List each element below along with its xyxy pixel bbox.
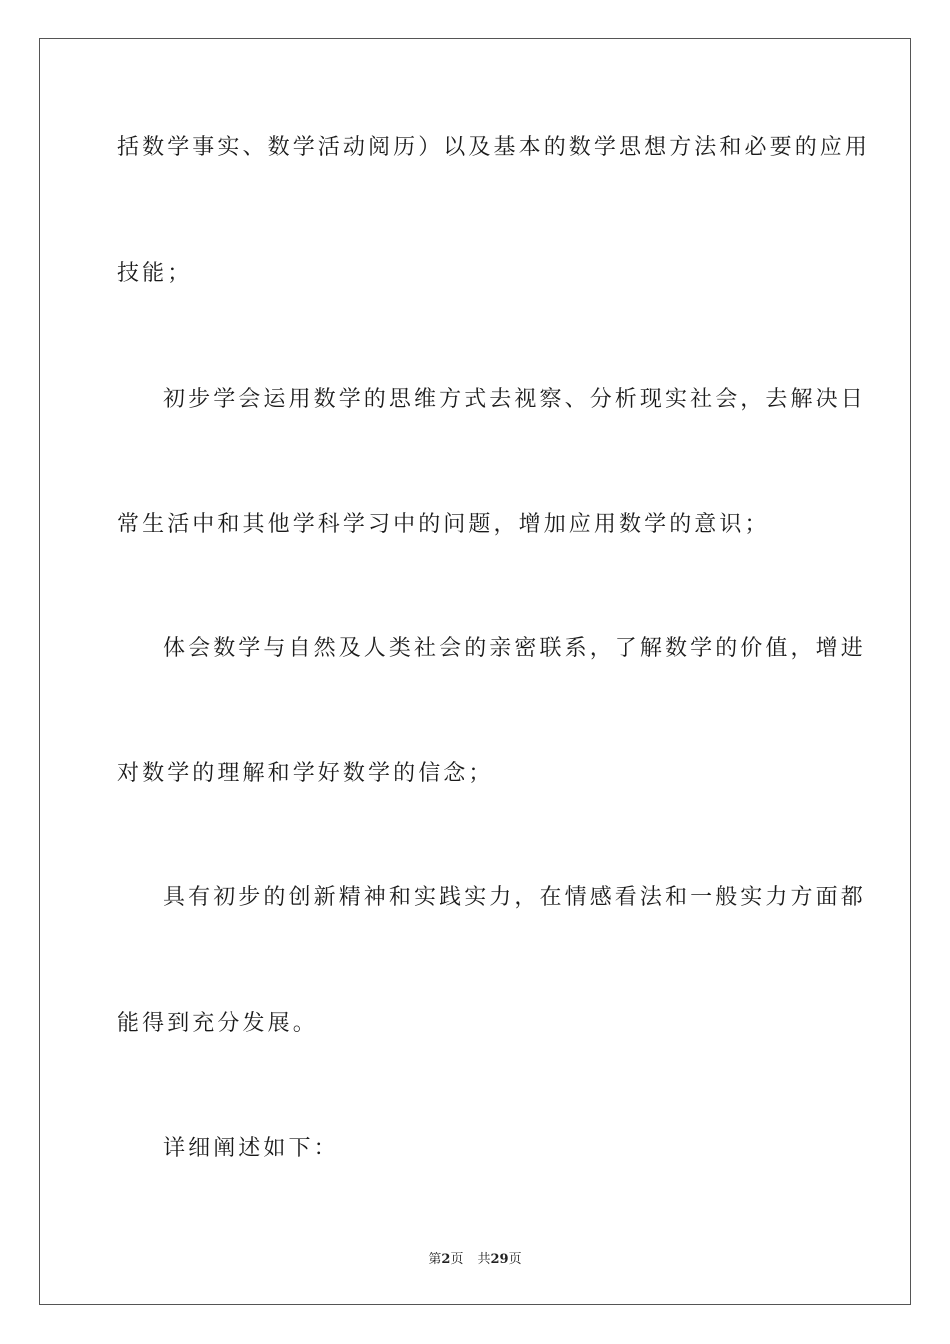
paragraph-line: 对数学的理解和学好数学的信念； <box>117 761 494 786</box>
paragraph-line: 技能； <box>117 261 193 286</box>
paragraph-line: 初步学会运用数学的思维方式去视察、分析现实社会，去解决日 <box>163 387 866 412</box>
page-suffix: 页 <box>450 1252 464 1267</box>
paragraph-line: 括数学事实、数学活动阅历）以及基本的数学思想方法和必要的应用 <box>117 135 871 160</box>
paragraph-line: 详细阐述如下： <box>163 1136 339 1161</box>
page-prefix: 第 <box>428 1252 442 1267</box>
paragraph-line: 常生活中和其他学科学习中的问题，增加应用数学的意识； <box>117 512 770 537</box>
page-footer <box>0 1248 950 1267</box>
paragraph-line: 体会数学与自然及人类社会的亲密联系，了解数学的价值，增进 <box>163 636 866 661</box>
total-prefix: 共 <box>477 1252 491 1267</box>
page-border <box>39 38 911 1305</box>
paragraph-line: 能得到充分发展。 <box>117 1011 318 1036</box>
paragraph-line: 具有初步的创新精神和实践实力，在情感看法和一般实力方面都 <box>163 885 866 910</box>
total-pages-number: 29 <box>490 1252 509 1267</box>
current-page-number: 2 <box>441 1252 451 1267</box>
total-suffix: 页 <box>508 1252 522 1267</box>
